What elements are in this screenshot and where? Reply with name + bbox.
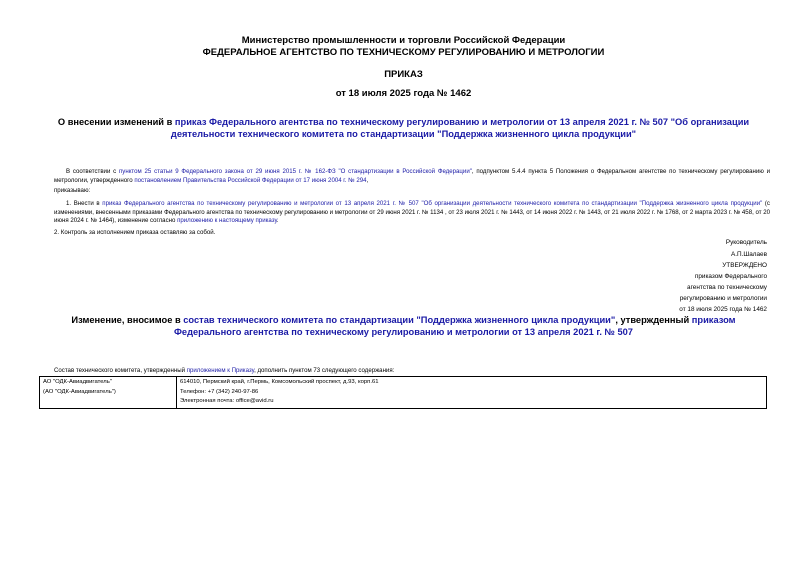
approval-line-2: приказом Федерального bbox=[694, 273, 767, 280]
contacts-cell bbox=[177, 377, 767, 409]
organization-email: Электронная почта: office@avid.ru bbox=[180, 398, 274, 404]
title-prefix: О внесении изменений в bbox=[57, 117, 175, 127]
organization-name: АО "ОДК-Авиадвигатель" bbox=[43, 379, 112, 385]
item-2: 2. Контроль за исполнением приказа оставляю за собой. bbox=[54, 229, 216, 236]
item1-appendix-link[interactable]: приложению к настоящему приказу bbox=[177, 217, 277, 225]
amendment-text-2: , утвержденный bbox=[615, 315, 692, 325]
basis-text-2: , подпунктом 5.4.4 пункта 5 Положения о Федеральном агентстве по техническому регулированию и метрологии, утвержденного bbox=[54, 168, 770, 184]
basis-paragraph bbox=[54, 168, 770, 185]
organization-cell bbox=[40, 377, 177, 409]
federal-law-link[interactable]: пунктом 25 статьи 9 Федерального закона от 29 июня 2015 г. № 162-ФЗ "О стандартизации в Российской Федерации" bbox=[118, 168, 472, 175]
document-date: от 18 июля 2025 года № 1462 bbox=[335, 88, 472, 99]
document-title bbox=[0, 116, 807, 140]
item1-text-2: (с изменениями, внесенными приказами Федерального агентства по техническому регулированию и метрологии от 29 июня 2021 г. № 1134 , от 23 июля 2021 г. № 1443, от 14 июня 2022 г. № 1443, от 21 июля 2022 г. № 1768, от 2 марта 2023 г. № 458, от 20 июня 2024 г. № 1464), изменение согласно bbox=[54, 200, 770, 225]
title-order-link[interactable]: приказ Федерального агентства по техническому регулированию и метрологии от 13 апреля 2021 г. № 507 "Об организации деятельности технического комитета по стандартизации "Поддержка жизненного цикла продукции" bbox=[170, 117, 750, 139]
approval-line-5: от 18 июля 2025 года № 1462 bbox=[679, 306, 767, 313]
government-decree-link[interactable]: постановлением Правительства Российской Федерации от 17 июня 2004 г. № 294 bbox=[134, 176, 367, 184]
ministry-name: Министерство промышленности и торговли Российской Федерации bbox=[241, 35, 566, 46]
item1-text-1: 1. Внести в bbox=[66, 200, 103, 207]
item-1 bbox=[54, 200, 770, 226]
organization-phone: Телефон: +7 (342) 240-97-86 bbox=[180, 388, 259, 395]
item1-text-3: . bbox=[276, 217, 279, 225]
signature-name: А.П.Шалаев bbox=[730, 251, 767, 258]
appendix-link[interactable]: приложением к Приказу bbox=[186, 367, 255, 374]
amendment-title bbox=[0, 314, 807, 338]
committee-table bbox=[39, 376, 767, 409]
basis-text-1: В соответствии с bbox=[66, 168, 119, 175]
organization-short-name: (АО "ОДК-Авиадвигатель") bbox=[43, 388, 116, 395]
signature-position: Руководитель bbox=[725, 239, 767, 246]
document-type: ПРИКАЗ bbox=[384, 69, 423, 80]
approval-line-4: регулированию и метрологии bbox=[679, 295, 767, 302]
organization-address: 614010, Пермский край, г.Пермь, Комсомольский проспект, д.93, корп.61 bbox=[180, 379, 379, 385]
table-row bbox=[40, 377, 767, 409]
composition-link[interactable]: состав технического комитета по стандартизации "Поддержка жизненного цикла продукции" bbox=[183, 315, 616, 325]
amendment-order-link[interactable]: приказом Федерального агентства по техническому регулированию и метрологии от 13 апреля 2021 г. № 507 bbox=[174, 315, 736, 337]
composition-text-2: , дополнить пунктом 73 следующего содержания: bbox=[254, 367, 395, 374]
basis-text-3: , bbox=[366, 176, 369, 184]
approval-line-3: агентства по техническому bbox=[687, 284, 767, 291]
composition-paragraph bbox=[54, 367, 394, 376]
composition-text-1: Состав технического комитета, утвержденный bbox=[54, 367, 187, 374]
amendment-text-1: Изменение, вносимое в bbox=[71, 315, 184, 325]
agency-name: ФЕДЕРАЛЬНОЕ АГЕНТСТВО ПО ТЕХНИЧЕСКОМУ РЕГУЛИРОВАНИЮ И МЕТРОЛОГИИ bbox=[202, 47, 605, 58]
item1-order-link[interactable]: приказ Федерального агентства по техническому регулированию и метрологии от 13 апреля 2021 г. № 507 "Об организации деятельности технического комитета по стандартизации "Поддержка жизненного цикла продукции" bbox=[102, 200, 763, 207]
approval-line-1: УТВЕРЖДЕНО bbox=[722, 262, 767, 269]
order-word: приказываю: bbox=[54, 187, 91, 194]
